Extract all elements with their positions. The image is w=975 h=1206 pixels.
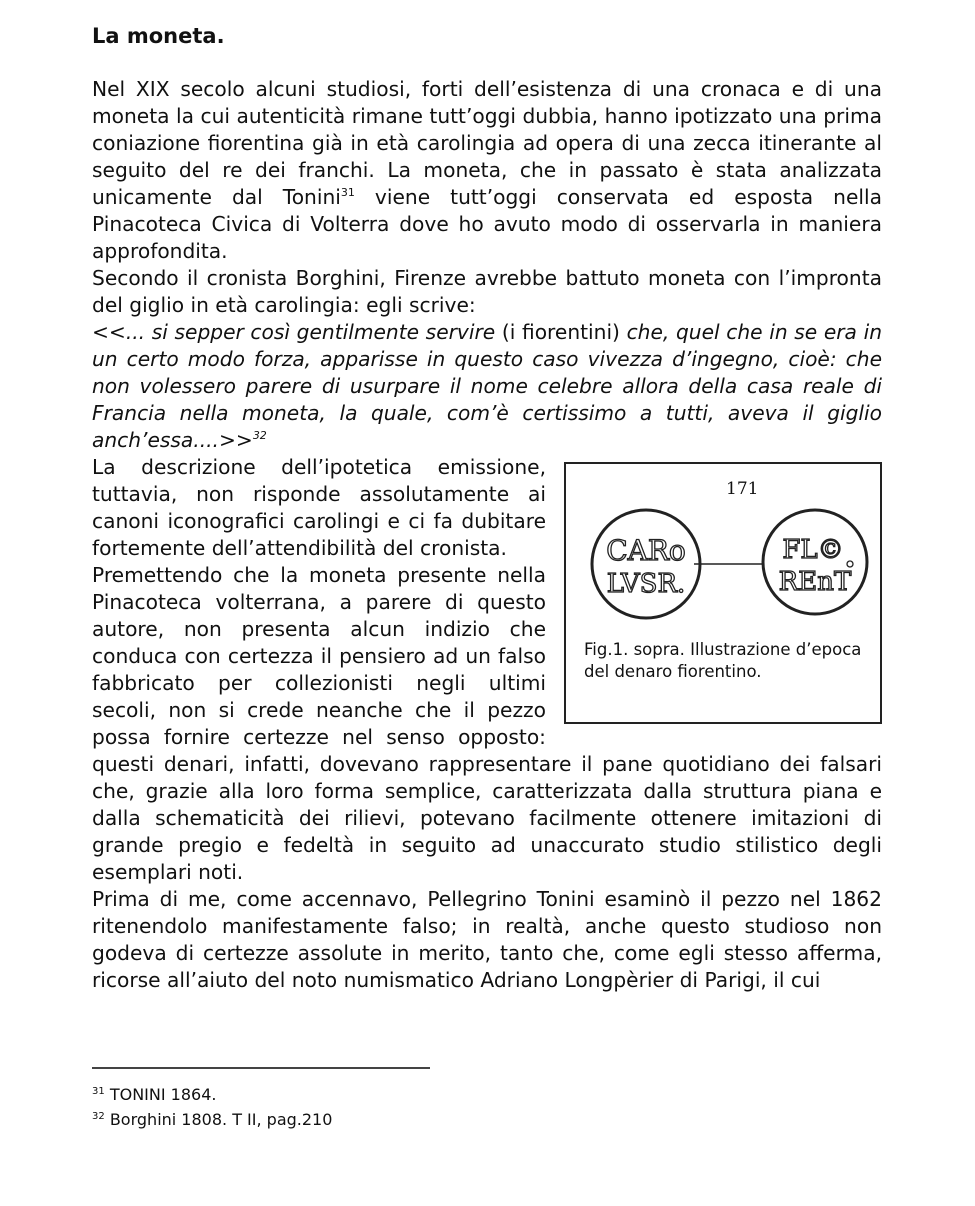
footnote-31: [92, 1082, 332, 1107]
footnote-text: TONINI 1864.: [109, 1085, 217, 1104]
footnote-number: 31: [92, 1086, 105, 1097]
paragraph-1-tail: viene tutt’oggi conservata ed esposta nella Pinacoteca Civica di Volterra dove ho avuto modo di osservarla in maniera approfondita.: [92, 185, 882, 263]
figure-caption: Fig.1. sopra. Illustrazione d’epoca del denaro fiorentino.: [584, 640, 862, 681]
footnote-separator: [92, 1067, 430, 1069]
paragraph-3: La descrizione dell’ipotetica emissione, tuttavia, non risponde assolutamente ai canoni iconografici carolingi e ci fa dubitare fortemente dell’attendibilità del cronista.: [92, 455, 546, 560]
paragraph-1: [92, 76, 882, 265]
paragraph-2: Secondo il cronista Borghini, Firenze avrebbe battuto moneta con l’impronta del giglio in età carolingia: egli scrive:: [92, 266, 882, 317]
body-text: [92, 76, 882, 994]
coin-figure: [564, 462, 882, 724]
coin-right-legend-top: FL©: [782, 535, 844, 565]
figure-number: 171: [726, 479, 759, 499]
quote-part-c: che, quel che in se era in un certo modo forza, apparisse in questo caso vivezza d’ingegno, cioè: che non volessero parere di usurpare il nome celebre allora della casa reale di Francia nella moneta, la quale, com’è certissimo a tutti, aveva il giglio anch’essa....>>: [92, 320, 882, 452]
paragraph-4: Premettendo che la moneta presente nella Pinacoteca volterrana, a parere di questo autore, non presenta alcun indizio che conduca con certezza il pensiero ad un falso fabbricato per collezionisti negli ultimi secoli, non si crede neanche che il pezzo possa fornire certezze nel senso opposto: questi denari, infatti, dovevano rappresentare il pane quotidiano dei falsari che, grazie alla loro forma semplice, caratterizzata dalla struttura piana e dalla schematicità dei rilievi, potevano facilmente ottenere imitazioni di grande pregio e fedeltà in seguito ad unaccurato studio stilistico degli esemplari noti.: [92, 563, 882, 884]
footnotes: [92, 1082, 332, 1132]
coin-illustration: [584, 502, 869, 624]
footnote-text: Borghini 1808. T II, pag.210: [109, 1110, 333, 1129]
footnote-number: 32: [92, 1111, 105, 1122]
coin-left-legend-top: CARo: [606, 534, 686, 567]
paragraph-5: Prima di me, come accennavo, Pellegrino Tonini esaminò il pezzo nel 1862 ritenendolo manifestamente falso; in realtà, anche questo studioso non godeva di certezze assolute in merito, tanto che, come egli stesso afferma, ricorse all’aiuto del noto numismatico Adriano Longpèrier di Parigi, il cui: [92, 887, 882, 992]
quote-part-a: <<... si sepper così gentilmente servire: [92, 320, 496, 344]
quote-part-b: (i fiorentini): [495, 320, 627, 344]
footnote-ref-31[interactable]: 31: [340, 186, 355, 199]
coin-left-legend-bottom: LVSR.: [606, 569, 686, 599]
footnote-32: [92, 1107, 332, 1132]
section-title: La moneta.: [92, 24, 225, 48]
coin-right-legend-bottom: REnT: [778, 567, 852, 597]
footnote-ref-32[interactable]: 32: [252, 429, 267, 442]
borghini-quote: [92, 319, 882, 454]
paragraph-1-text: Nel XIX secolo alcuni studiosi, forti dell’esistenza di una cronaca e di una moneta la cui autenticità rimane tutt’oggi dubbia, hanno ipotizzato una prima coniazione fiorentina già in età carolingia ad opera di una zecca itinerante al seguito del re dei franchi. La moneta, che in passato è stata analizzata unicamente dal Tonini: [92, 77, 882, 209]
